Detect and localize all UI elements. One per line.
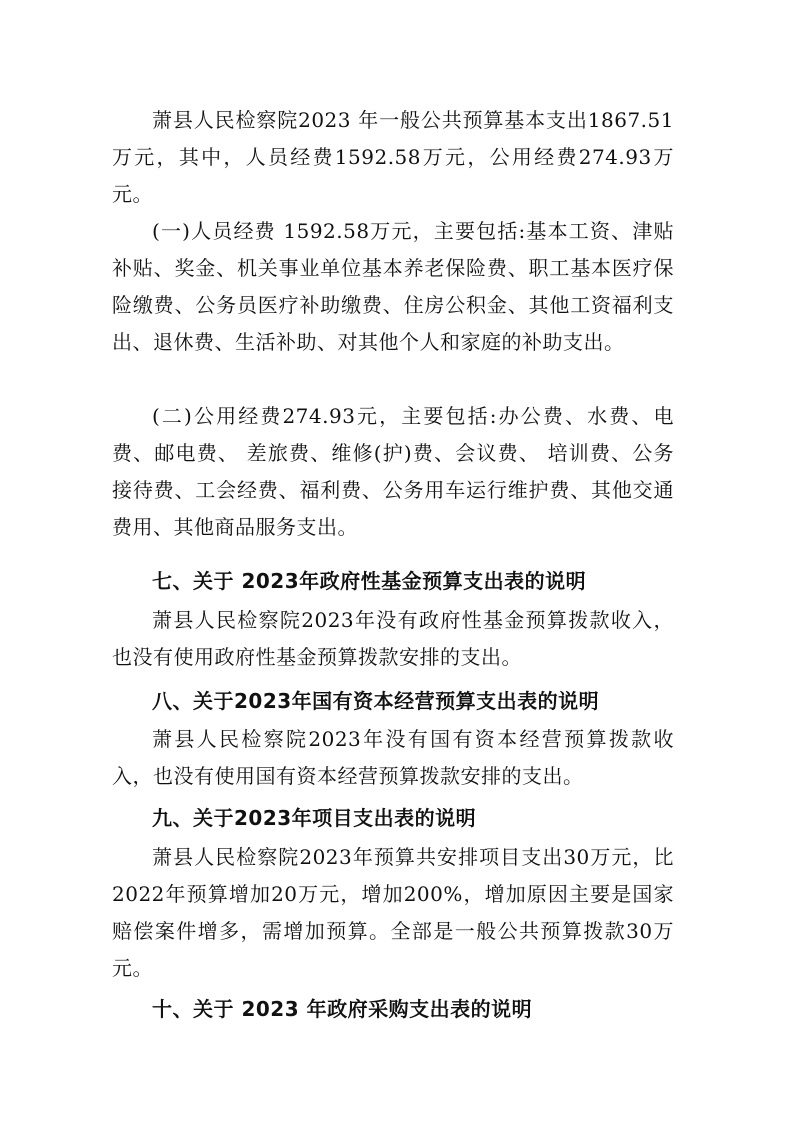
- paragraph-basic-expenditure: 萧县人民检察院2023 年一般公共预算基本支出1867.51万元，其中，人员经费1592.58万元，公用经费274.93万元。: [112, 108, 674, 206]
- paragraph-personnel-expenses: (一)人员经费 1592.58万元，主要包括:基本工资、津贴补贴、奖金、机关事业单位基本养老保险费、职工基本医疗保险缴费、公务员医疗补助缴费、住房公积金、其他工资福利支出、退休费、生活补助、对其他个人和家庭的补助支出。: [112, 219, 674, 354]
- heading-section-seven: 七、关于 2023年政府性基金预算支出表的说明: [152, 569, 587, 593]
- paragraph-project-expenditure: 萧县人民检察院2023年预算共安排项目支出30万元，比2022年预算增加20万元，增加200%，增加原因主要是国家赔偿案件增多，需增加预算。全部是一般公共预算拨款30万元。: [112, 845, 674, 980]
- paragraph-government-fund: 萧县人民检察院2023年没有政府性基金预算拨款收入，也没有使用政府性基金预算拨款安排的支出。: [112, 608, 674, 669]
- paragraph-state-capital: 萧县人民检察院2023年没有国有资本经营预算拨款收入，也没有使用国有资本经营预算拨款安排的支出。: [112, 727, 674, 788]
- paragraph-public-expenses: (二)公用经费274.93元，主要包括:办公费、水费、电费、邮电费、 差旅费、维修(护)费、会议费、 培训费、公务接待费、工会经费、福利费、公务用车运行维护费、其他交通费用、其他商品服务支出。: [112, 404, 674, 539]
- heading-section-ten: 十、关于 2023 年政府采购支出表的说明: [152, 997, 533, 1021]
- heading-section-eight: 八、关于2023年国有资本经营预算支出表的说明: [152, 689, 600, 713]
- heading-section-nine: 九、关于2023年项目支出表的说明: [152, 806, 477, 830]
